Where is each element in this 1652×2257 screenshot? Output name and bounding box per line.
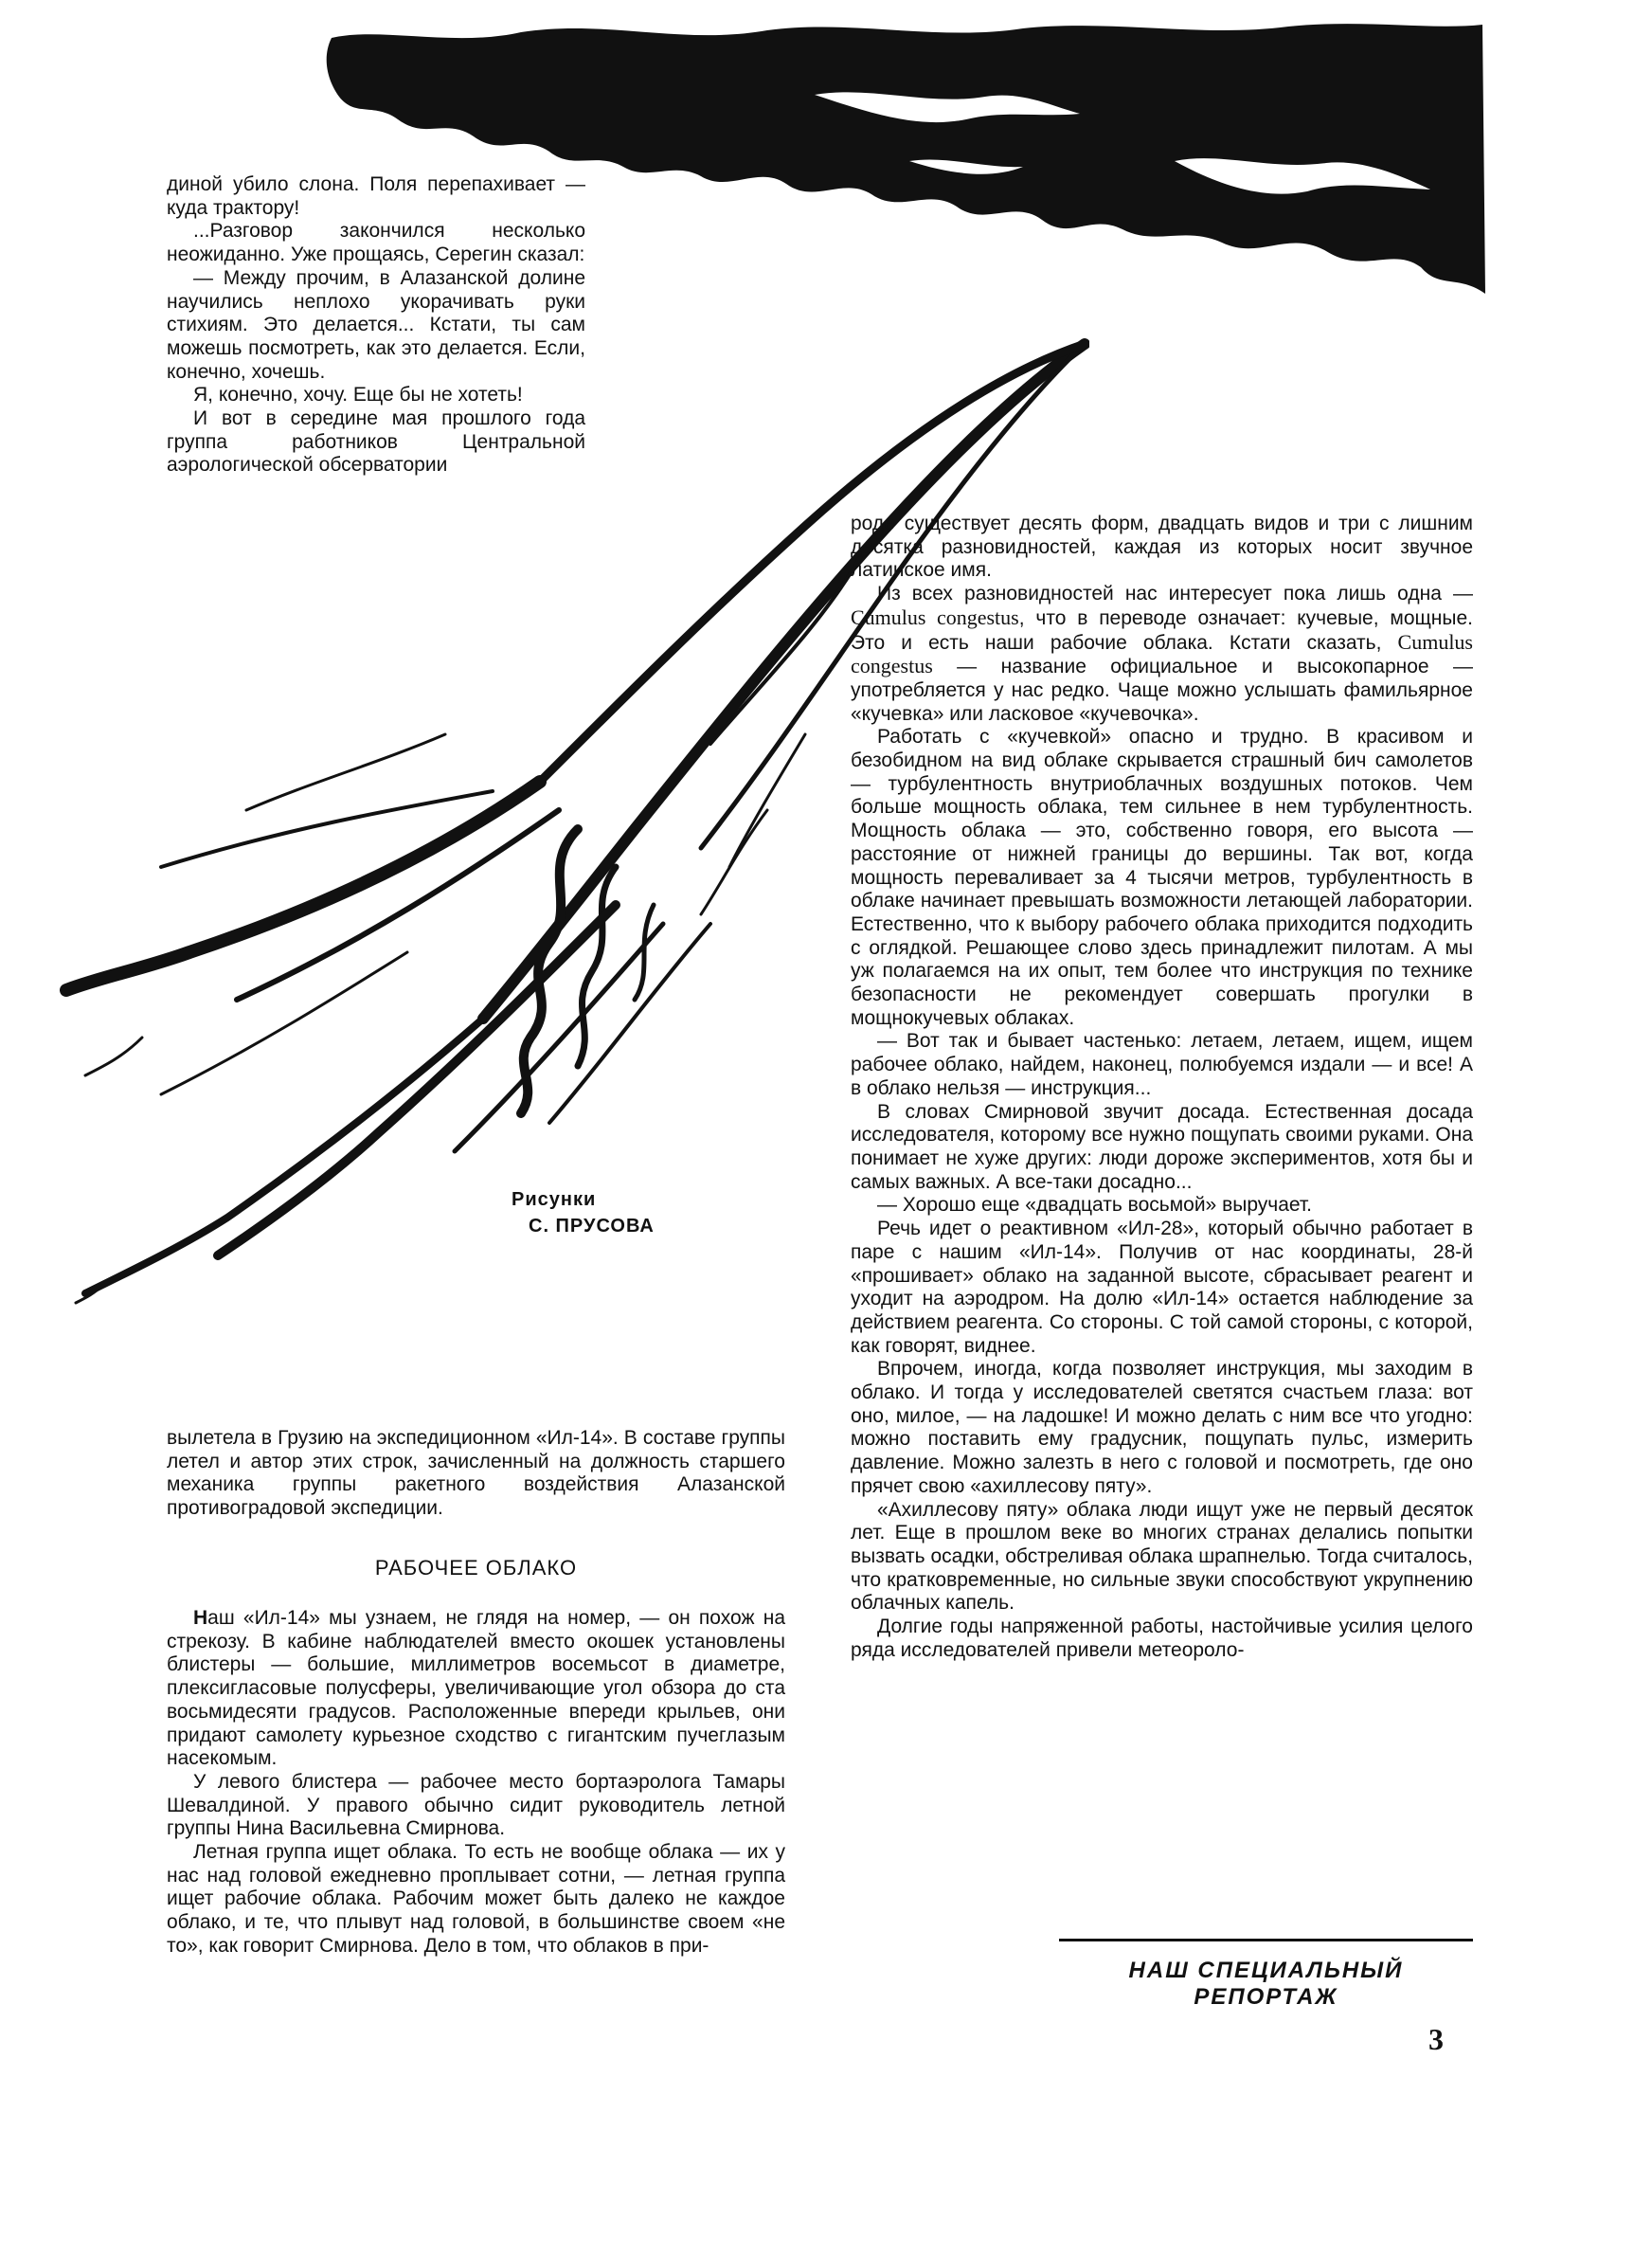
rubric-title: НАШ СПЕЦИАЛЬНЫЙ РЕПОРТАЖ bbox=[1128, 1958, 1404, 2010]
paragraph: — Вот так и бывает частенько: летаем, летаем, ищем, ищем рабочее облако, найдем, наконец, полюбуемся издали — и все! А в облако нельзя — инструкция... bbox=[851, 1030, 1473, 1099]
paragraph: — Между прочим, в Алазанской долине научились неплохо укорачивать руки стихиям. Это делается... Кстати, ты сам можешь посмотреть, как это делается. Если, конечно, хочешь. bbox=[167, 266, 585, 383]
rubric-rule bbox=[1059, 1939, 1473, 1941]
paragraph: Долгие годы напряженной работы, настойчивые усилия целого ряда исследователей привели метеороло- bbox=[851, 1616, 1473, 1661]
latin-term: Cumulus congestus bbox=[851, 629, 1473, 678]
paragraph: У левого блистера — рабочее место бортаэролога Тамары Шевалдиной. У правого обычно сидит руководитель летной группы Нина Васильевна Смирнова. bbox=[167, 1770, 785, 1840]
paragraph: вылетела в Грузию на экспедиционном «Ил-14». В составе группы летел и автор этих строк, зачисленный на должность старшего механика группы ракетного воздействия Алазанской противоградовой экспедиции. bbox=[167, 1427, 785, 1520]
paragraph bbox=[851, 583, 1473, 726]
paragraph: ...Разговор закончился несколько неожиданно. Уже прощаясь, Серегин сказал: bbox=[167, 220, 585, 266]
page-number: 3 bbox=[1428, 2022, 1444, 2056]
paragraph: роде существует десять форм, двадцать видов и три с лишним десятка разновидностей, каждая из которых носит звучное латинское имя. bbox=[851, 513, 1473, 582]
paragraph: «Ахиллесову пяту» облака люди ищут уже не первый десяток лет. Еще в прошлом веке во многих странах делались попытки вызвать осадки, обстреливая облака шрапнелью. Тогда считалось, что кратковременные, но сильные звуки способствуют укрупнению облачных капель. bbox=[851, 1498, 1473, 1615]
paragraph: Я, конечно, хочу. Еще бы не хотеть! bbox=[193, 384, 523, 406]
credit-line-2: С. ПРУСОВА bbox=[529, 1216, 655, 1237]
credit-line-1: Рисунки bbox=[512, 1189, 597, 1210]
dropcap: Н bbox=[193, 1607, 208, 1629]
column-top-left bbox=[167, 173, 585, 478]
paragraph: диной убило слона. Поля перепахивает — куда трактору! bbox=[167, 173, 585, 219]
paragraph-text: аш «Ил-14» мы узнаем, не глядя на номер, — он похож на стрекозу. В кабине наблюдателей вместо окошек установлены блистеры — большие, миллиметров восемьсот в диаметре, плексигласовые полусферы, увеличивающие угол обзора до ста восьмидесяти градусов. Расположенные впереди крыльев, они придают самолету курьезное сходство с гигантским пучеглазым насекомым. bbox=[167, 1607, 785, 1770]
column-bottom-left bbox=[167, 1607, 785, 1959]
section-heading: РАБОЧЕЕ ОБЛАКО bbox=[374, 1556, 578, 1580]
text-run: — название официальное и высокопарное — употребляется у нас редко. Чаще можно услышать фамильярное «кучевка» или ласковое «кучевочка». bbox=[851, 656, 1473, 725]
paragraph: Впрочем, иногда, когда позволяет инструкция, мы заходим в облако. И тогда у исследователей светятся счастьем глаза: вот оно, милое, — на ладошке! И можно делать с ним все что угодно: можно поставить ему градусник, пощупать пульс, измерить давление. Можно залезть в него с головой и посмотреть, где оно прячет свою «ахиллесову пяту». bbox=[851, 1358, 1473, 1497]
paragraph: В словах Смирновой звучит досада. Естественная досада исследователя, которому все нужно пощупать своими руками. Она понимает не хуже других: люди дороже экспериментов, хотя бы и самых важных. А все-таки досадно... bbox=[851, 1100, 1473, 1193]
paragraph: Речь идет о реактивном «Ил-28», который обычно работает в паре с нашим «Ил-14». Получив от нас координаты, 28-й «прошивает» облако на заданной высоте, сбрасывает реагент и уходит на аэродром. На долю «Ил-14» остается наблюдение за действием реагента. Со стороны. С той самой стороны, с которой, как говорят, виднее. bbox=[851, 1218, 1473, 1357]
latin-term: Cumulus congestus bbox=[851, 605, 1019, 629]
paragraph: И вот в середине мая прошлого года группа работников Центральной аэрологической обсерватории bbox=[167, 407, 585, 477]
paragraph: Летная группа ищет облака. То есть не вообще облака — их у нас над головой ежедневно проплывает сотни, — летная группа ищет рабочие облака. Рабочим может быть далеко не каждое облако, и те, что плывут над головой, в большинстве своем «не то», как говорит Смирнова. Дело в том, что облаков в при- bbox=[167, 1841, 785, 1957]
column-middle-left bbox=[167, 1427, 785, 1521]
paragraph: — Хорошо еще «двадцать восьмой» выручает. bbox=[877, 1194, 1312, 1217]
illustration-credit bbox=[512, 1186, 655, 1239]
text-run: Из всех разновидностей нас интересует пока лишь одна — bbox=[877, 583, 1473, 605]
column-right bbox=[851, 513, 1473, 1662]
paragraph: Работать с «кучевкой» опасно и трудно. В красивом и безобидном на вид облаке скрывается страшный бич самолетов — турбулентность внутриоблачных воздушных потоков. Чем больше мощность облака, тем сильнее в нем турбулентность. Мощность облака — это, собственно говоря, его высота — расстояние от нижней границы до вершины. Так вот, когда мощность переваливает за 4 тысячи метров, турбулентность в облаке начинает превышать возможности летающей лаборатории. Естественно, что к выбору рабочего облака приходится подходить с оглядкой. Решающее слово здесь принадлежит пилотам. А мы уж полагаемся на их опыт, тем более что инструкция по технике безопасности не рекомендует совершать прогулки в мощнокучевых облаках. bbox=[851, 726, 1473, 1029]
text-run: , что в переводе означает: кучевые, мощные. Это и есть наши рабочие облака. Кстати сказать, bbox=[851, 606, 1473, 654]
paragraph bbox=[167, 1607, 785, 1771]
